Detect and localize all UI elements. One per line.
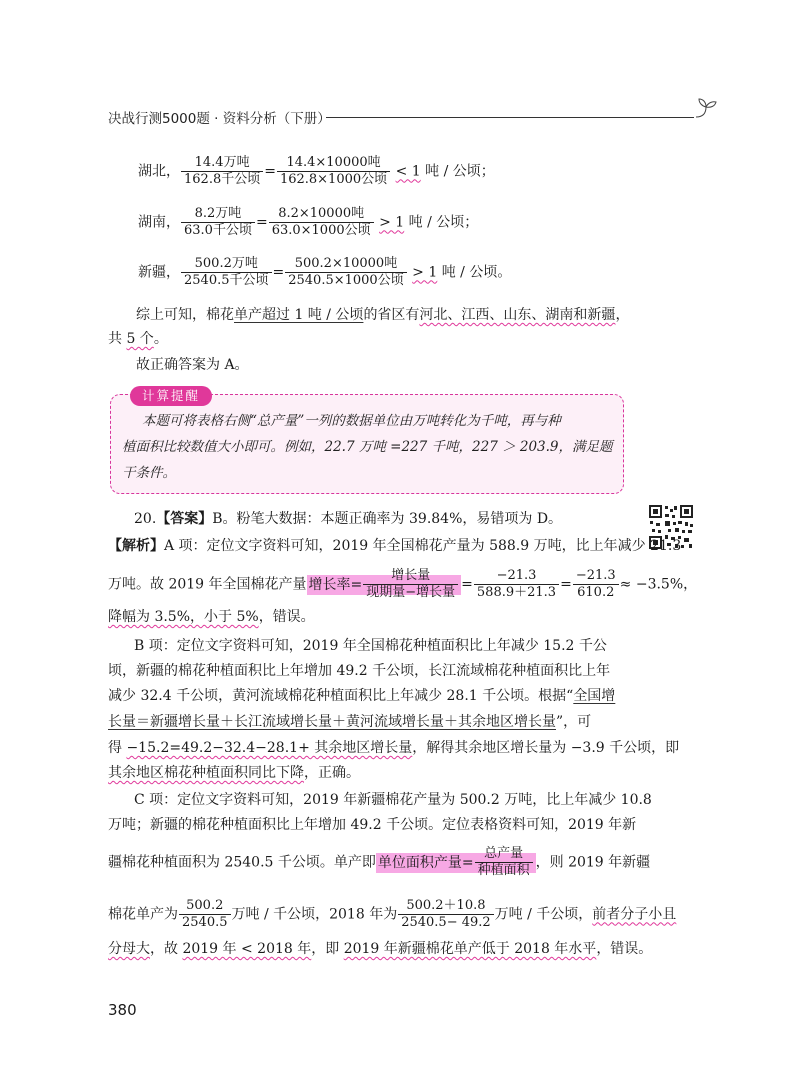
q20-a-line-3: 降幅为 3.5%，小于 5%，错误。	[108, 609, 315, 625]
calc-xinjiang: 新疆， $\frac{\text{500.2万吨}}{\text{2540.5千公顷}}$ = $\frac{\text{500.2×10000吨}}{\text{2540.5×1000公顷}}$ > 1 吨 / 公顷。	[138, 256, 512, 288]
tip-line-2: 植面积比较数值大小即可。例如，22.7 万吨 =227 千吨，227 ＞ 203.9，满足题	[122, 439, 613, 455]
q20-b-line-2: 顷，新疆的棉花种植面积比上年增加 49.2 千公顷，长江流域棉花种植面积比上年	[108, 663, 611, 679]
q20-b-line-1: B 项：定位文字资料可知，2019 年全国棉花种植面积比上年减少 15.2 千公	[134, 638, 607, 654]
q20-c-line-5: 分母大，故 2019 年 < 2018 年，即 2019 年新疆棉花单产低于 2018 年水平，错误。	[108, 941, 653, 957]
q20-b-line-4: 长量＝新疆增长量＋长江流域增长量＋黄河流域增长量＋其余地区增长量”，可	[108, 714, 592, 730]
fraction: $\frac{\text{8.2万吨}}{\text{63.0千公顷}}$	[181, 206, 255, 239]
fraction: $\frac{500.2+10.8}{2540.5- 49.2}$	[398, 898, 493, 931]
q20-c-line-3: 疆棉花种植面积为 2540.5 千公顷。单产即 单位面积产量= $\frac{\text{总产量}}{\text{种植面积}}$ ，则 2019 年新疆	[108, 846, 651, 878]
fraction: $\frac{\text{14.4×10000吨}}{\text{162.8×1000公顷}}$	[277, 155, 390, 188]
fraction: $\frac{-21.3}{610.2}$	[573, 568, 619, 601]
q20-b-line-3: 减少 32.4 千公顷，黄河流域棉花种植面积比上年减少 28.1 千公顷。根据“全国增	[108, 688, 616, 704]
calc-hunan: 湖南， $\frac{\text{8.2万吨}}{\text{63.0千公顷}}$ = $\frac{\text{8.2×10000吨}}{\text{63.0×1000公顷}}$ > 1 吨 / 公顷；	[138, 206, 479, 238]
q20-b-line-5: 得 −15.2=49.2−32.4−28.1+ 其余地区增长量，解得其余地区增长量为 −3.9 千公顷，即	[108, 740, 680, 756]
summary-line-1: 综上可知，棉花单产超过 1 吨 / 公顷的省区有河北、江西、山东、湖南和新疆，	[136, 307, 630, 323]
q20-c-line-4: 棉花单产为 $\frac{500.2}{2540.5}$ 万吨 / 千公顷，2018 年为 $\frac{500.2+10.8}{2540.5- 49.2}$ 万吨 / 千公顷，前者分子小且	[108, 898, 677, 930]
fraction: $\frac{500.2}{2540.5}$	[179, 898, 231, 931]
summary-line-2: 共 5 个。	[108, 331, 168, 347]
header-rule	[326, 117, 694, 118]
fraction: $\frac{\text{总产量}}{\text{种植面积}}$	[475, 846, 533, 879]
fraction: $\frac{-21.3}{588.9+21.3}$	[474, 568, 559, 601]
formula-highlight: 单位面积产量= $\frac{\text{总产量}}{\text{种植面积}}$	[376, 853, 536, 873]
tip-line-1: 本题可将表格右侧“总产量”一列的数据单位由万吨转化为千吨，再与种	[142, 413, 561, 429]
q20-answer: 20.【答案】B。粉笔大数据：本题正确率为 39.84%，易错项为 D。	[134, 511, 563, 527]
page-number: 380	[108, 1001, 137, 1019]
fraction: $\frac{\text{500.2万吨}}{\text{2540.5千公顷}}$	[181, 256, 272, 289]
fraction: $\frac{\text{8.2×10000吨}}{\text{63.0×1000公顷}}$	[269, 206, 374, 239]
q20-b-line-6: 其余地区棉花种植面积同比下降，正确。	[108, 765, 360, 781]
calc-hubei: 湖北， $\frac{\text{14.4万吨}}{\text{162.8千公顷}}$ = $\frac{\text{14.4×10000吨}}{\text{162.8×1000公顷}}$ < 1 吨 / 公顷；	[138, 155, 495, 187]
q20-a-line-1: 【解析】A 项：定位文字资料可知，2019 年全国棉花产量为 588.9 万吨，比上年减少 21.3	[108, 538, 682, 554]
q20-c-line-1: C 项：定位文字资料可知，2019 年新疆棉花产量为 500.2 万吨，比上年减少 10.8	[134, 792, 652, 808]
header-title: 决战行测5000题 · 资料分析（下册）	[108, 111, 331, 127]
running-header	[108, 104, 708, 128]
leaf-icon	[694, 98, 718, 120]
tip-label: 计算提醒	[130, 386, 212, 406]
q20-c-line-2: 万吨；新疆的棉花种植面积比上年增加 49.2 千公顷。定位表格资料可知，2019 年新	[108, 817, 637, 833]
tip-line-3: 干条件。	[122, 465, 176, 481]
fraction: $\frac{\text{增长量}}{\text{现期量−增长量}}$	[363, 568, 458, 601]
fraction: $\frac{\text{14.4万吨}}{\text{162.8千公顷}}$	[181, 155, 263, 188]
formula-highlight: 增长率= $\frac{\text{增长量}}{\text{现期量−增长量}}$	[307, 575, 462, 595]
answer-line: 故正确答案为 A。	[136, 357, 249, 373]
fraction: $\frac{\text{500.2×10000吨}}{\text{2540.5×1000公顷}}$	[285, 256, 406, 289]
q20-a-line-2: 万吨。故 2019 年全国棉花产量 增长率= $\frac{\text{增长量}}{\text{现期量−增长量}}$ = $\frac{-21.3}{588.9+21.3}$ = $\frac{-21.3}{610.2}$ ≈ −3.5%，	[108, 568, 698, 600]
